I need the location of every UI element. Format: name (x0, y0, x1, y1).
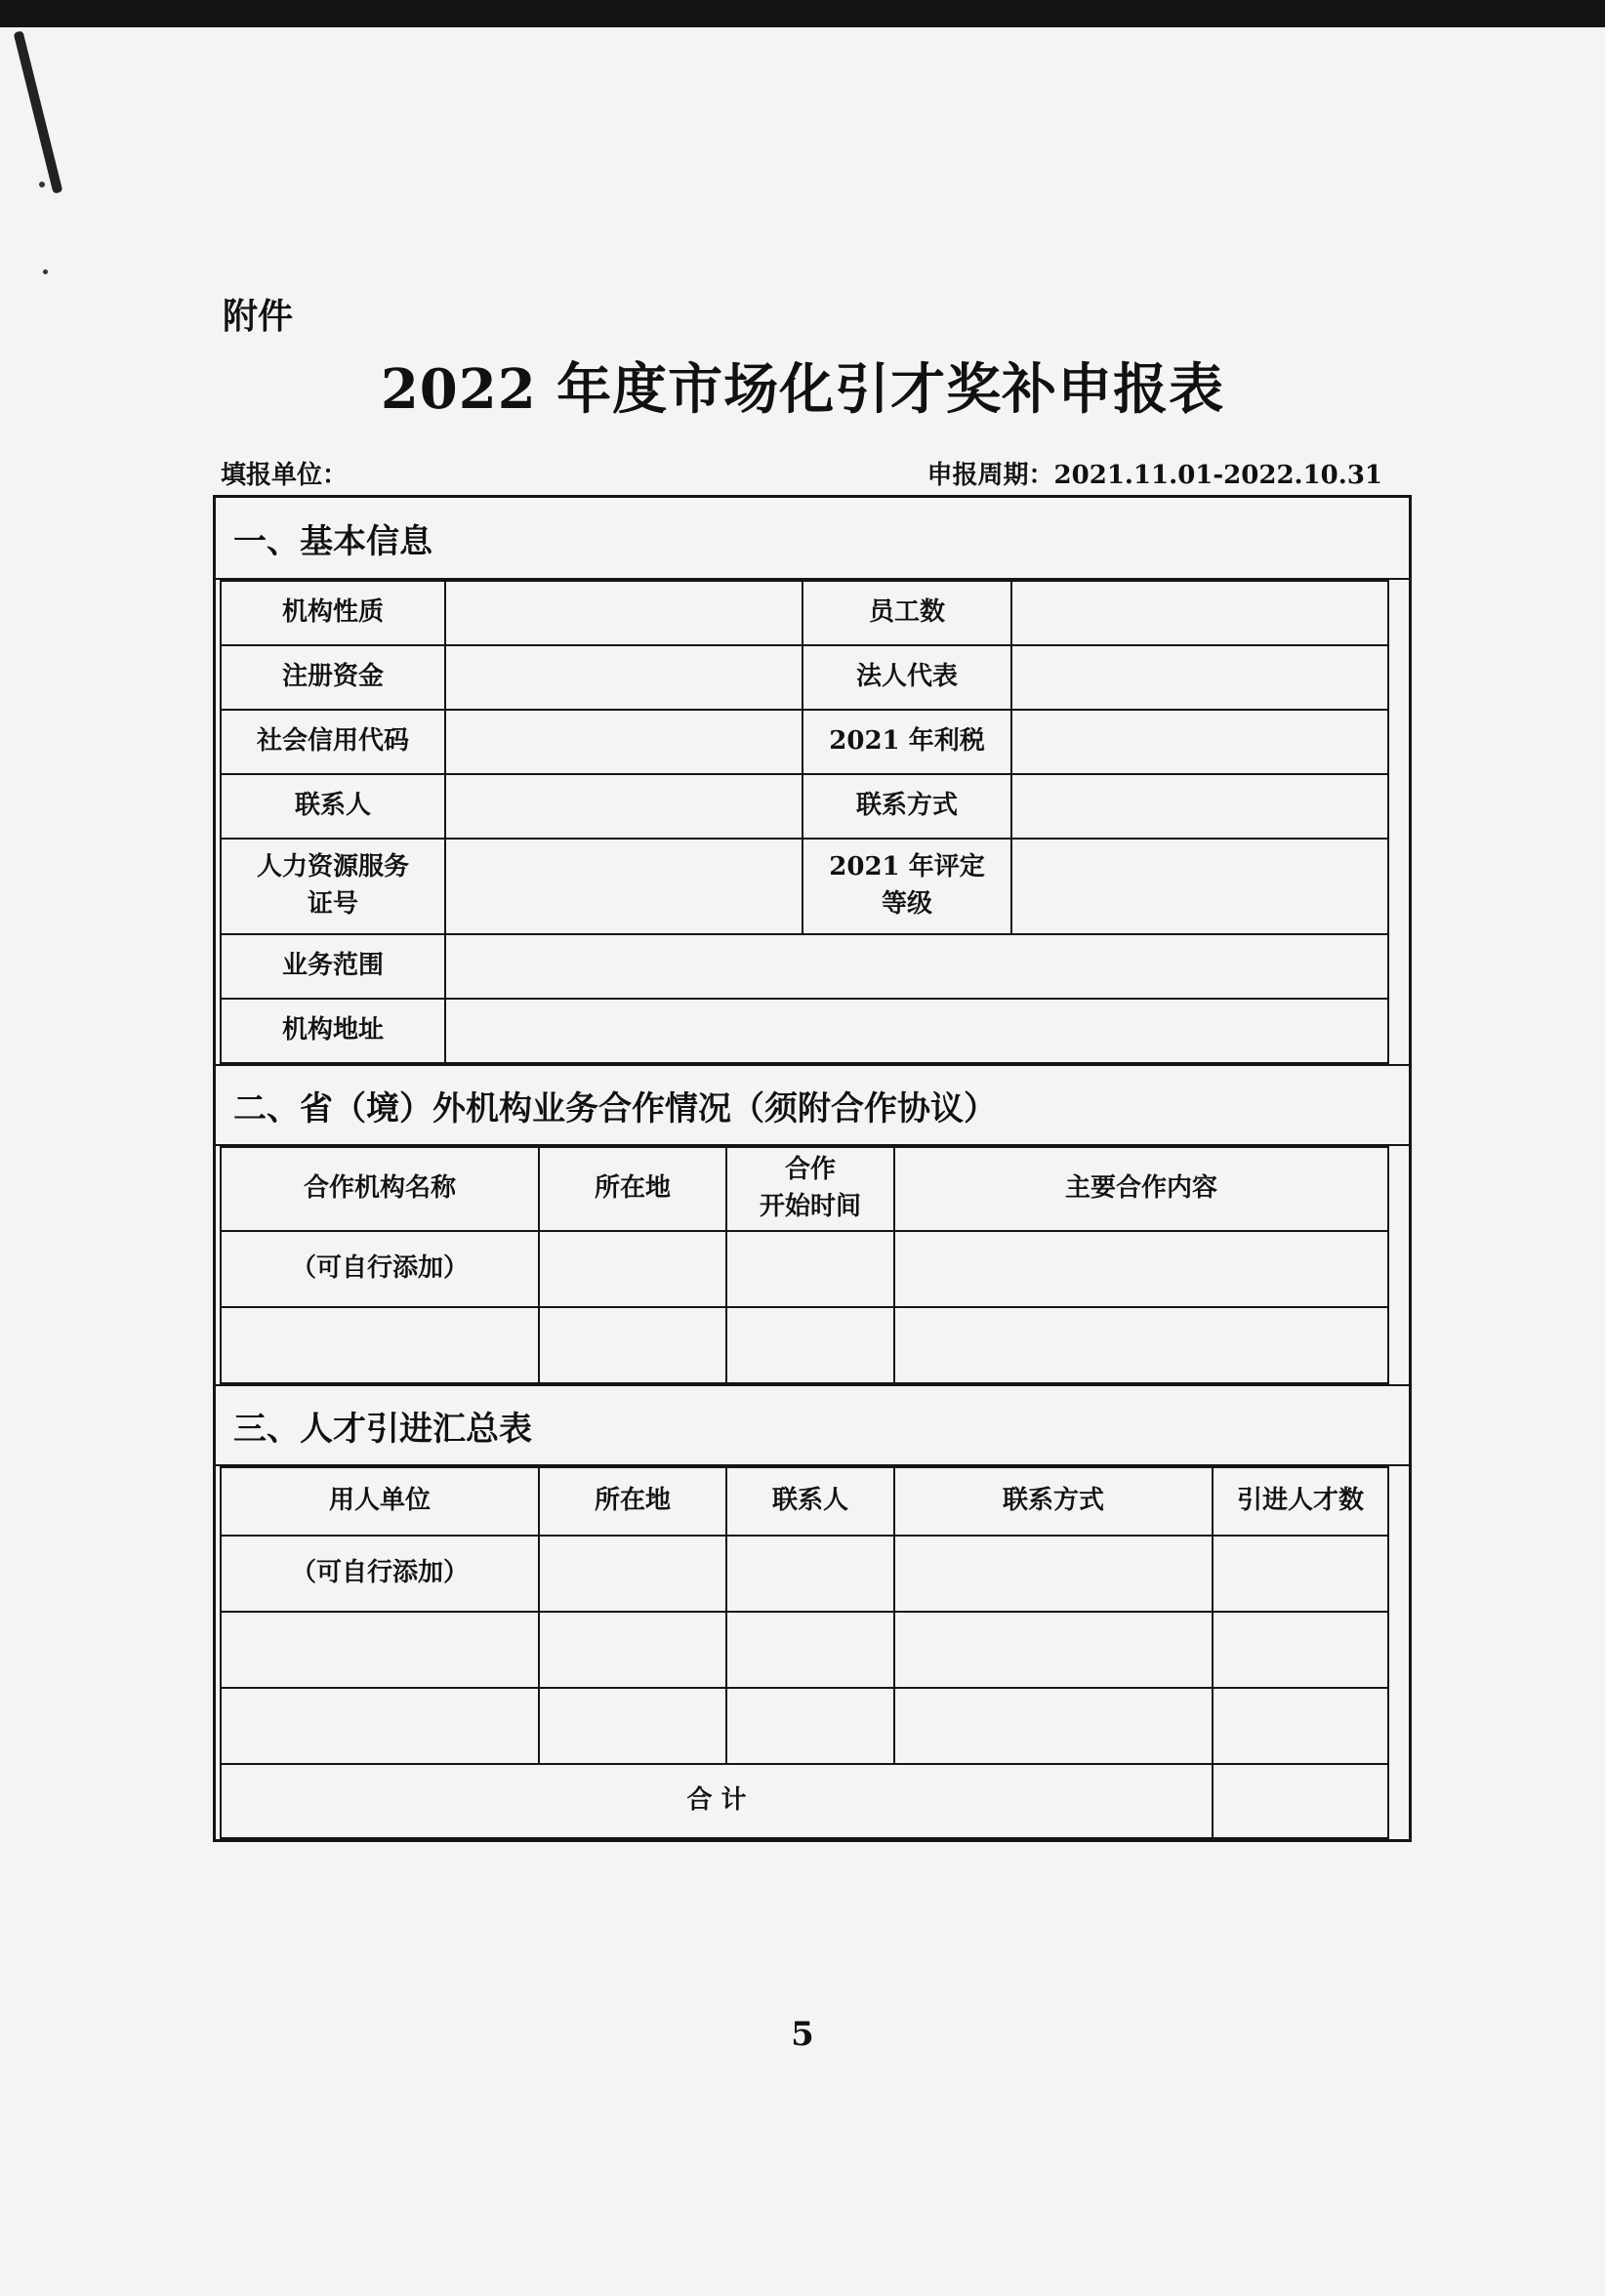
field-value-business-scope[interactable] (445, 934, 1388, 999)
table-cell[interactable] (1213, 1536, 1388, 1612)
table-row (221, 774, 1388, 839)
field-label-business-scope: 业务范围 (221, 934, 445, 999)
application-form (213, 495, 1412, 1842)
attachment-label: 附件 (223, 296, 294, 337)
table-cell[interactable] (894, 1612, 1213, 1688)
table-row (221, 934, 1388, 999)
section-talent-summary-heading: 三、人才引进汇总表 (216, 1384, 1409, 1466)
column-header-cooperation-content: 主要合作内容 (894, 1147, 1388, 1231)
column-header-talent-count: 引进人才数 (1213, 1467, 1388, 1536)
add-row-hint: （可自行添加） (221, 1231, 539, 1307)
table-row (221, 1536, 1388, 1612)
table-cell[interactable] (221, 1612, 539, 1688)
table-cell[interactable] (726, 1307, 894, 1383)
table-cell[interactable] (221, 1688, 539, 1764)
table-cell[interactable] (726, 1536, 894, 1612)
column-header-partner-name: 合作机构名称 (221, 1147, 539, 1231)
table-row (221, 710, 1388, 774)
table-cell[interactable] (726, 1688, 894, 1764)
scan-pen-mark (14, 30, 63, 193)
field-label-org-type: 机构性质 (221, 581, 445, 645)
scan-top-edge (0, 0, 1605, 27)
table-cell[interactable] (894, 1688, 1213, 1764)
field-value-profit-tax-2021[interactable] (1011, 710, 1388, 774)
table-row (221, 1231, 1388, 1307)
table-header-row (221, 1147, 1388, 1231)
section-basic-info-heading: 一、基本信息 (216, 498, 1409, 580)
column-header-contact: 联系人 (726, 1467, 894, 1536)
column-header-start-time (726, 1147, 894, 1231)
table-cell[interactable] (726, 1612, 894, 1688)
column-header-employer: 用人单位 (221, 1467, 539, 1536)
field-value-hr-license[interactable] (445, 839, 802, 934)
scan-speck (43, 269, 48, 274)
add-row-hint: （可自行添加） (221, 1536, 539, 1612)
table-cell[interactable] (894, 1307, 1388, 1383)
column-header-line: 合作 (784, 1155, 836, 1185)
table-header-row (221, 1467, 1388, 1536)
field-value-org-type[interactable] (445, 581, 802, 645)
form-title: 2022 年度市场化引才奖补申报表 (380, 357, 1225, 422)
total-row (221, 1764, 1388, 1838)
field-label-rating-2021 (802, 839, 1011, 934)
field-label-hr-license (221, 839, 445, 934)
field-label-registered-capital: 注册资金 (221, 645, 445, 710)
reporting-period: 申报周期：2021.11.01-2022.10.31 (926, 461, 1382, 490)
table-cell[interactable] (1213, 1612, 1388, 1688)
field-label-line: 等级 (881, 889, 932, 919)
field-label-org-address: 机构地址 (221, 999, 445, 1063)
field-value-contact-method[interactable] (1011, 774, 1388, 839)
table-cell[interactable] (539, 1307, 726, 1383)
field-label-profit-tax-2021: 2021 年利税 (802, 710, 1011, 774)
field-label-contact-person: 联系人 (221, 774, 445, 839)
column-header-location: 所在地 (539, 1147, 726, 1231)
table-cell[interactable] (894, 1231, 1388, 1307)
talent-summary-table (220, 1466, 1389, 1839)
field-value-employee-count[interactable] (1011, 581, 1388, 645)
field-label-employee-count: 员工数 (802, 581, 1011, 645)
total-value[interactable] (1213, 1764, 1388, 1838)
scan-speck (39, 182, 45, 187)
field-label-legal-representative: 法人代表 (802, 645, 1011, 710)
table-row (221, 1688, 1388, 1764)
page-number: 5 (791, 2015, 814, 2054)
table-row (221, 839, 1388, 934)
basic-info-table (220, 580, 1389, 1064)
field-value-org-address[interactable] (445, 999, 1388, 1063)
table-cell[interactable] (221, 1307, 539, 1383)
column-header-location: 所在地 (539, 1467, 726, 1536)
table-cell[interactable] (894, 1536, 1213, 1612)
field-value-legal-representative[interactable] (1011, 645, 1388, 710)
cooperation-table (220, 1146, 1389, 1384)
table-cell[interactable] (1213, 1688, 1388, 1764)
field-value-credit-code[interactable] (445, 710, 802, 774)
field-label-line: 证号 (307, 889, 358, 919)
table-cell[interactable] (726, 1231, 894, 1307)
table-cell[interactable] (539, 1231, 726, 1307)
table-row (221, 999, 1388, 1063)
column-header-phone: 联系方式 (894, 1467, 1213, 1536)
column-header-line: 开始时间 (759, 1192, 861, 1221)
field-value-contact-person[interactable] (445, 774, 802, 839)
table-cell[interactable] (539, 1612, 726, 1688)
field-label-line: 人力资源服务 (256, 852, 409, 882)
table-row (221, 1307, 1388, 1383)
field-value-rating-2021[interactable] (1011, 839, 1388, 934)
total-label: 合 计 (221, 1764, 1213, 1838)
table-cell[interactable] (539, 1688, 726, 1764)
field-value-registered-capital[interactable] (445, 645, 802, 710)
field-label-credit-code: 社会信用代码 (221, 710, 445, 774)
section-cooperation-heading: 二、省（境）外机构业务合作情况（须附合作协议） (216, 1064, 1409, 1146)
filing-unit-label: 填报单位： (221, 461, 349, 490)
table-row (221, 645, 1388, 710)
table-row (221, 581, 1388, 645)
field-label-line: 2021 年评定 (829, 852, 985, 882)
field-label-contact-method: 联系方式 (802, 774, 1011, 839)
table-cell[interactable] (539, 1536, 726, 1612)
table-row (221, 1612, 1388, 1688)
